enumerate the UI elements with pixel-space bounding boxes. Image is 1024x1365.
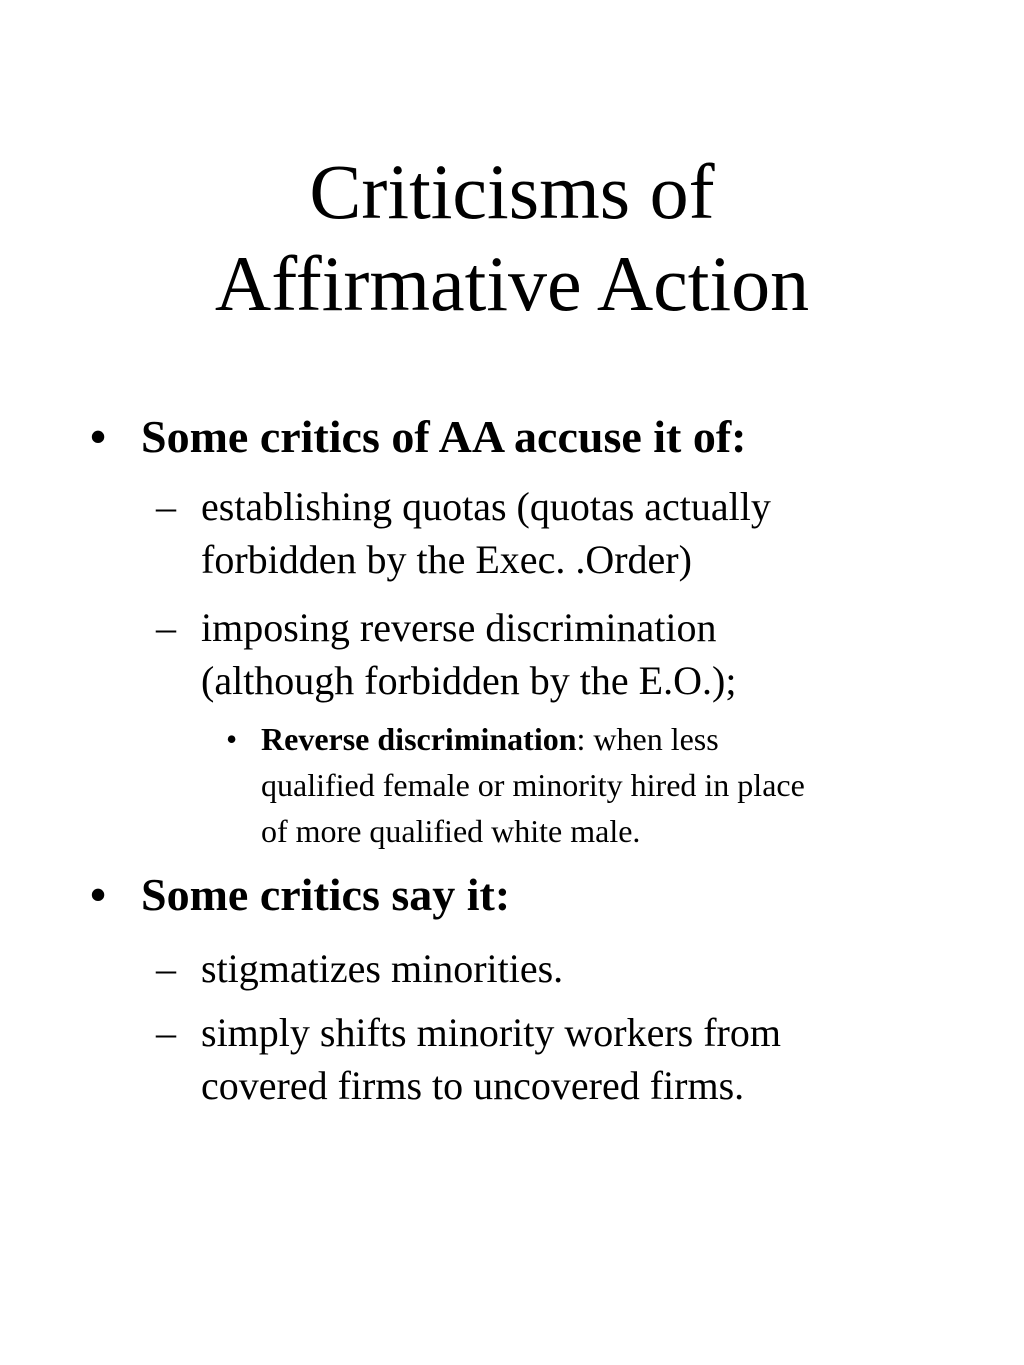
bullet-heading-text: Some critics of AA accuse it of:: [141, 411, 747, 462]
definition-line-rest: : when less: [576, 721, 719, 757]
sub-item-text: [201, 480, 891, 586]
definition-text: [261, 716, 961, 854]
sub-item-text: [201, 1006, 891, 1112]
slide-title-line-1: Criticisms of: [309, 148, 715, 235]
definition-term: Reverse discrimination: [261, 721, 577, 757]
sub-item-line: (although forbidden by the E.O.);: [201, 658, 737, 703]
sub-item-text: [201, 601, 891, 707]
sub-item-line: simply shifts minority workers from: [201, 1010, 781, 1055]
sub-item-line: imposing reverse discrimination: [201, 605, 717, 650]
bullet-marker: •: [90, 869, 107, 920]
dash-marker: –: [156, 605, 176, 650]
sub-item-line: establishing quotas (quotas actually: [201, 484, 771, 529]
definition-line: [261, 716, 961, 762]
slide-title-line-2: Affirmative Action: [214, 240, 810, 327]
definition-line: of more qualified white male.: [261, 813, 641, 849]
sub-item-line: stigmatizes minorities.: [201, 946, 564, 991]
dash-marker: –: [156, 484, 176, 529]
bullet-marker: •: [90, 411, 107, 462]
dash-marker: –: [156, 946, 176, 991]
sub-item-text: [201, 942, 891, 995]
dash-marker: –: [156, 1010, 176, 1055]
sub-item-line: forbidden by the Exec. .Order): [201, 537, 692, 582]
bullet-heading-text: Some critics say it:: [141, 869, 511, 920]
sub-item-line: covered firms to uncovered firms.: [201, 1063, 745, 1108]
bullet-marker: •: [226, 721, 238, 757]
slide-title: [0, 146, 1024, 330]
definition-line: qualified female or minority hired in place: [261, 767, 805, 803]
